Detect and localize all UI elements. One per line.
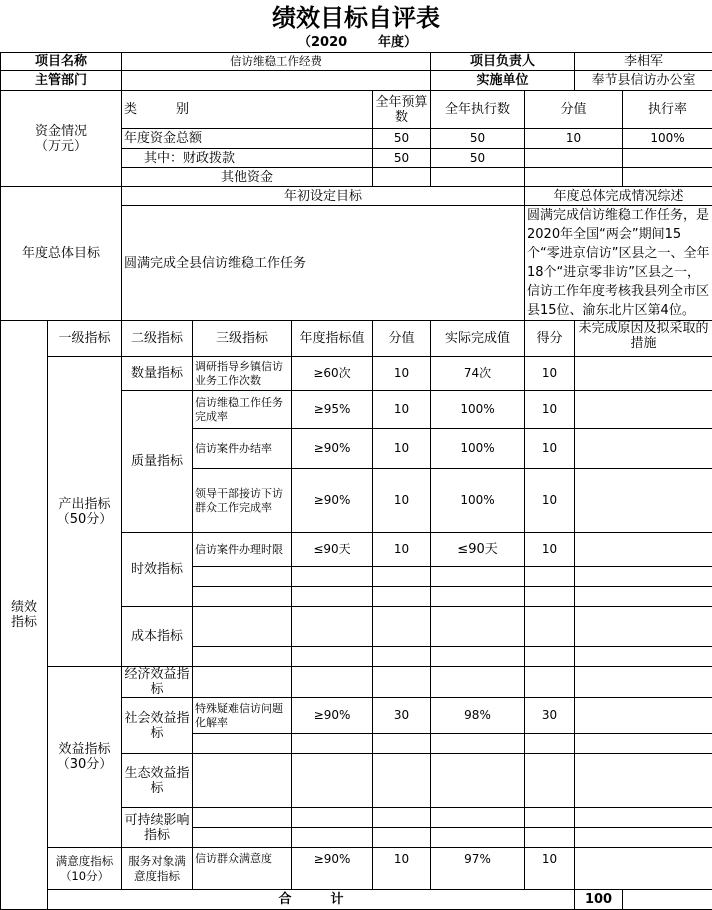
funds-row-executed: 50 [431, 149, 525, 168]
funds-row-name: 年度资金总额 [122, 129, 373, 149]
indicator-weight: 10 [373, 848, 431, 890]
indicator-name: 信访案件办理时限 [193, 533, 292, 567]
indicator-target: ≤90天 [292, 533, 373, 567]
total-label: 合 计 [48, 890, 575, 910]
perf-header-score: 得分 [525, 321, 575, 357]
indicator-name: 信访群众满意度 [193, 848, 292, 890]
annual-goal-done-label: 年度总体完成情况综述 [525, 187, 712, 206]
project-name-label: 项目名称 [1, 53, 122, 71]
benefit-label: 效益指标 （30分） [48, 667, 122, 848]
indicator-actual: 98% [431, 698, 525, 734]
funds-row-weight [525, 149, 623, 168]
indicator-weight: 30 [373, 698, 431, 734]
satisfaction-l2-label: 服务对象满意度指标 [122, 848, 193, 890]
indicator-reason [575, 391, 712, 429]
indicator-score: 10 [525, 848, 575, 890]
ecological-label: 生态效益指标 [122, 754, 193, 808]
indicator-target: ≥90% [292, 698, 373, 734]
dept-value [122, 71, 431, 91]
funds-header-rate: 执行率 [623, 91, 712, 129]
indicator-actual: 100% [431, 391, 525, 429]
funds-row-budget: 50 [373, 149, 431, 168]
indicator-target: ≥90% [292, 429, 373, 469]
funds-row-rate [623, 149, 712, 168]
indicator-weight: 10 [373, 429, 431, 469]
funds-header-weight: 分值 [525, 91, 623, 129]
funds-row-budget: 50 [373, 129, 431, 149]
indicator-score: 10 [525, 533, 575, 567]
funds-row-executed [431, 168, 525, 187]
funds-label: 资金情况 （万元） [1, 91, 122, 187]
funds-header-budget: 全年预算数 [373, 91, 431, 129]
indicator-reason [575, 533, 712, 567]
indicator-actual: 97% [431, 848, 525, 890]
quality-label: 质量指标 [122, 391, 193, 533]
project-leader-label: 项目负责人 [431, 53, 575, 71]
indicator-actual: 100% [431, 469, 525, 533]
indicator-reason [575, 698, 712, 734]
indicator-reason [575, 848, 712, 890]
annual-goal-set-text: 圆满完成全县信访维稳工作任务 [122, 206, 525, 321]
perf-header-actual: 实际完成值 [431, 321, 525, 357]
year-value: （2020 [298, 35, 348, 50]
sustainable-label: 可持续影响指标 [122, 808, 193, 848]
funds-row-rate [623, 168, 712, 187]
project-name: 信访维稳工作经费 [122, 53, 431, 71]
indicator-weight: 10 [373, 533, 431, 567]
indicator-target: ≥95% [292, 391, 373, 429]
indicator-name: 信访维稳工作任务完成率 [193, 391, 292, 429]
annual-goal-done-text: 圆满完成信访维稳工作任务，是2020年全国“两会”期间15个“零进京信访”区县之一、全年18个“进京零非访”区县之一，信访工作年度考核我县列全市区县15位、渝东北片区第4位。 [525, 206, 712, 321]
indicator-weight: 10 [373, 391, 431, 429]
perf-header-weight: 分值 [373, 321, 431, 357]
funds-header-executed: 全年执行数 [431, 91, 525, 129]
indicator-target: ≥60次 [292, 357, 373, 391]
perf-header-l1: 一级指标 [48, 321, 122, 357]
indicator-actual: 100% [431, 429, 525, 469]
total-reason [623, 890, 712, 910]
satisfaction-label: 满意度指标 （10分） [48, 848, 122, 890]
perf-label [1, 321, 48, 910]
year-suffix: 年度） [378, 35, 418, 50]
funds-row-name: 其他资金 [122, 168, 373, 187]
perf-header-l3: 三级指标 [193, 321, 292, 357]
output-label: 产出指标 （50分） [48, 357, 122, 667]
self-evaluation-table [0, 52, 712, 910]
indicator-score: 10 [525, 429, 575, 469]
indicator-weight: 10 [373, 469, 431, 533]
indicator-name: 调研指导乡镇信访业务工作次数 [193, 357, 292, 391]
indicator-name: 信访案件办结率 [193, 429, 292, 469]
indicator-weight: 10 [373, 357, 431, 391]
indicator-actual: 74次 [431, 357, 525, 391]
funds-header-category: 类 别 [122, 91, 373, 129]
quantity-label: 数量指标 [122, 357, 193, 391]
total-score: 100 [575, 890, 623, 910]
page-title: 绩效目标自评表 [272, 3, 440, 32]
indicator-score: 30 [525, 698, 575, 734]
perf-header-reason: 未完成原因及拟采取的措施 [575, 321, 712, 357]
unit-value: 奉节县信访办公室 [575, 71, 712, 91]
cost-label: 成本指标 [122, 607, 193, 667]
perf-label-text: 绩效指标 [10, 600, 37, 630]
social-label: 社会效益指标 [122, 698, 193, 754]
timeliness-label: 时效指标 [122, 533, 193, 607]
year-line [0, 34, 712, 52]
indicator-actual: ≤90天 [431, 533, 525, 567]
indicator-reason [575, 429, 712, 469]
funds-row-name: 其中：财政拨款 [122, 149, 373, 168]
perf-header-target: 年度指标值 [292, 321, 373, 357]
indicator-name: 特殊疑难信访问题化解率 [193, 698, 292, 734]
indicator-name: 领导干部接访下访群众工作完成率 [193, 469, 292, 533]
indicator-reason [575, 357, 712, 391]
perf-header-l2: 二级指标 [122, 321, 193, 357]
indicator-score: 10 [525, 469, 575, 533]
economic-label: 经济效益指标 [122, 667, 193, 698]
annual-goal-set-label: 年初设定目标 [122, 187, 525, 206]
funds-row-weight [525, 168, 623, 187]
funds-row-budget [373, 168, 431, 187]
unit-label: 实施单位 [431, 71, 575, 91]
indicator-score: 10 [525, 391, 575, 429]
funds-row-weight: 10 [525, 129, 623, 149]
indicator-target: ≥90% [292, 469, 373, 533]
project-leader: 李相军 [575, 53, 712, 71]
indicator-target: ≥90% [292, 848, 373, 890]
funds-row-rate: 100% [623, 129, 712, 149]
funds-row-executed: 50 [431, 129, 525, 149]
indicator-score: 10 [525, 357, 575, 391]
dept-label: 主管部门 [1, 71, 122, 91]
indicator-reason [575, 469, 712, 533]
annual-goal-label: 年度总体目标 [1, 187, 122, 321]
